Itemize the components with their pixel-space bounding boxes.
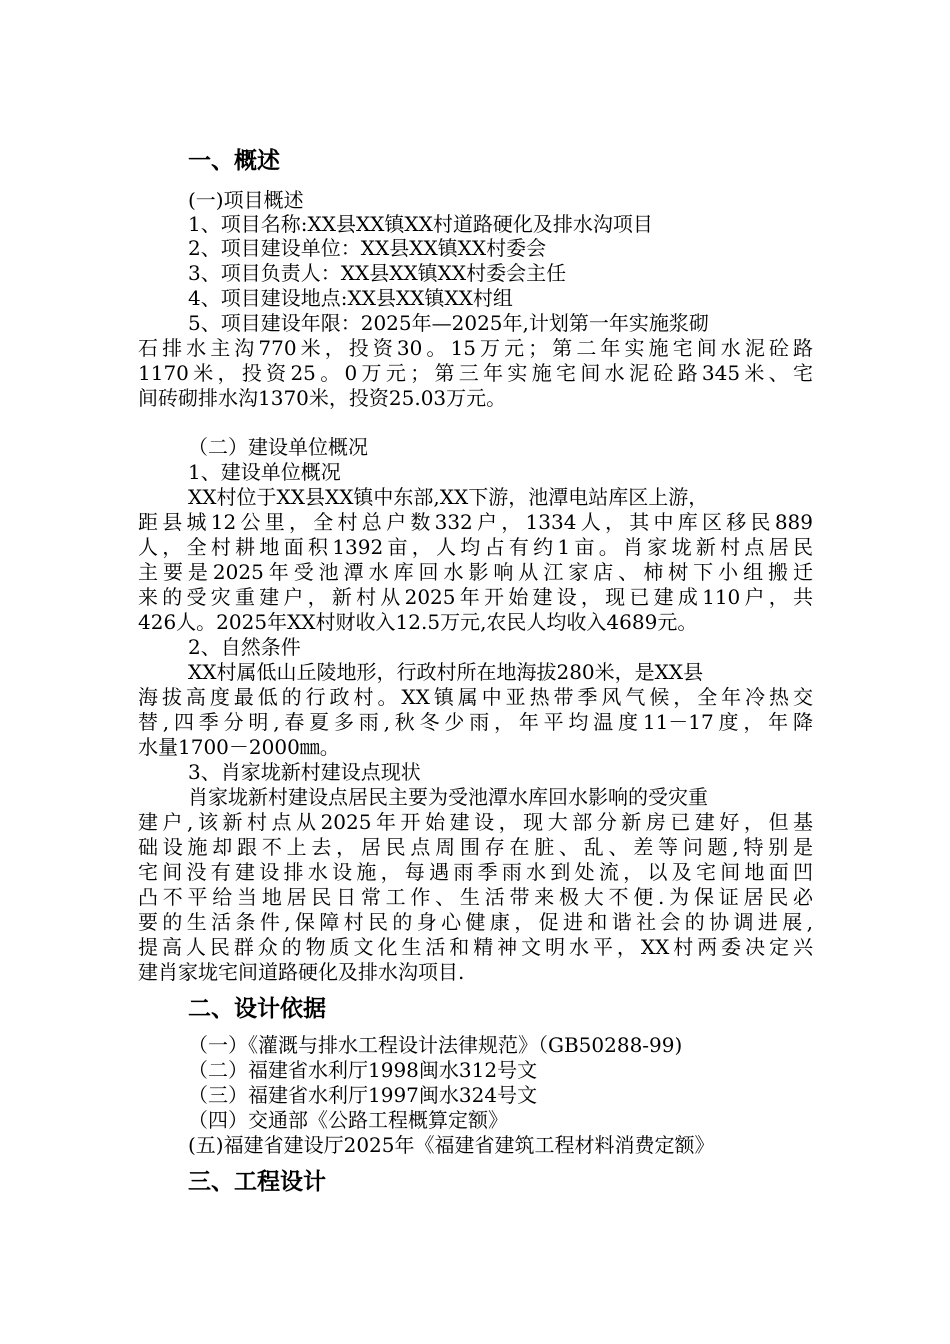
section-heading-engineering-design: 三、工程设计 [188,1169,326,1195]
project-name: 1、项目名称:XX县XX镇XX村道路硬化及排水沟项目 [188,212,653,236]
project-period-line: 1170米，投资25。0万元；第三年实施宅间水泥砼路345米、宅 [138,361,813,385]
project-period-line: 间砖砌排水沟1370米，投资25.03万元。 [138,386,507,410]
project-period-line: 5、项目建设年限：2025年—2025年,计划第一年实施浆砌 [188,311,709,335]
project-leader: 3、项目负责人：XX县XX镇XX村委会主任 [188,261,567,285]
reference-item: (五)福建省建设厅2025年《福建省建筑工程材料消费定额》 [188,1133,715,1157]
paragraph-line: 建肖家垅宅间道路硬化及排水沟项目. [138,960,465,984]
project-period-line: 石排水主沟770米，投资30。15万元；第二年实施宅间水泥砼路 [138,336,813,360]
paragraph-line: 距县城12公里，全村总户数332户，1334人，其中库区移民889 [138,510,813,534]
subsection-heading-project: (一)项目概述 [188,188,304,212]
paragraph-line: 来的受灾重建户，新村从2025年开始建设，现已建成110户，共 [138,585,813,609]
reference-item: （四）交通部《公路工程概算定额》 [188,1108,508,1132]
paragraph-line: 础设施却跟不上去，居民点周围存在脏、乱、差等问题,特别是 [138,835,813,859]
paragraph-line: 替,四季分明,春夏多雨,秋冬少雨，年平均温度11－17度，年降 [138,710,813,734]
paragraph-line: 人，全村耕地面积1392亩，人均占有约1亩。肖家垅新村点居民 [138,535,813,559]
item-heading: 3、肖家垅新村建设点现状 [188,760,421,784]
paragraph-line: 426人。2025年XX村财收入12.5万元,农民人均收入4689元。 [138,610,698,634]
paragraph-line: 海拔高度最低的行政村。XX镇属中亚热带季风气候，全年冷热交 [138,685,813,709]
item-heading: 2、自然条件 [188,635,301,659]
paragraph-line: 水量1700－2000㎜。 [138,735,340,759]
item-heading: 1、建设单位概况 [188,460,341,484]
paragraph-line: 提高人民群众的物质文化生活和精神文明水平，XX村两委决定兴 [138,935,813,959]
reference-item: （一）《灌溉与排水工程设计法律规范》（GB50288-99) [188,1033,683,1057]
section-heading-design-basis: 二、设计依据 [188,996,326,1022]
reference-item: （二）福建省水利厅1998闽水312号文 [188,1058,538,1082]
paragraph-line: XX村属低山丘陵地形，行政村所在地海拔280米，是XX县 [188,660,704,684]
paragraph-line: 宅间没有建设排水设施，每遇雨季雨水到处流，以及宅间地面凹 [138,860,813,884]
paragraph-line: 主要是2025年受池潭水库回水影响从江家店、柿树下小组搬迁 [138,560,813,584]
paragraph-line: 建户,该新村点从2025年开始建设，现大部分新房已建好，但基 [138,810,813,834]
section-heading-overview: 一、概述 [188,148,280,174]
project-location: 4、项目建设地点:XX县XX镇XX村组 [188,286,513,310]
paragraph-line: XX村位于XX县XX镇中东部,XX下游，池潭电站库区上游， [188,485,709,509]
project-unit: 2、项目建设单位：XX县XX镇XX村委会 [188,236,547,260]
paragraph-line: 肖家垅新村建设点居民主要为受池潭水库回水影响的受灾重 [188,785,708,809]
reference-item: （三）福建省水利厅1997闽水324号文 [188,1083,538,1107]
paragraph-line: 要的生活条件,保障村民的身心健康，促进和谐社会的协调进展, [138,910,813,934]
subsection-heading-unit: （二）建设单位概况 [188,435,368,459]
paragraph-line: 凸不平给当地居民日常工作、生活带来极大不便.为保证居民必 [138,885,813,909]
